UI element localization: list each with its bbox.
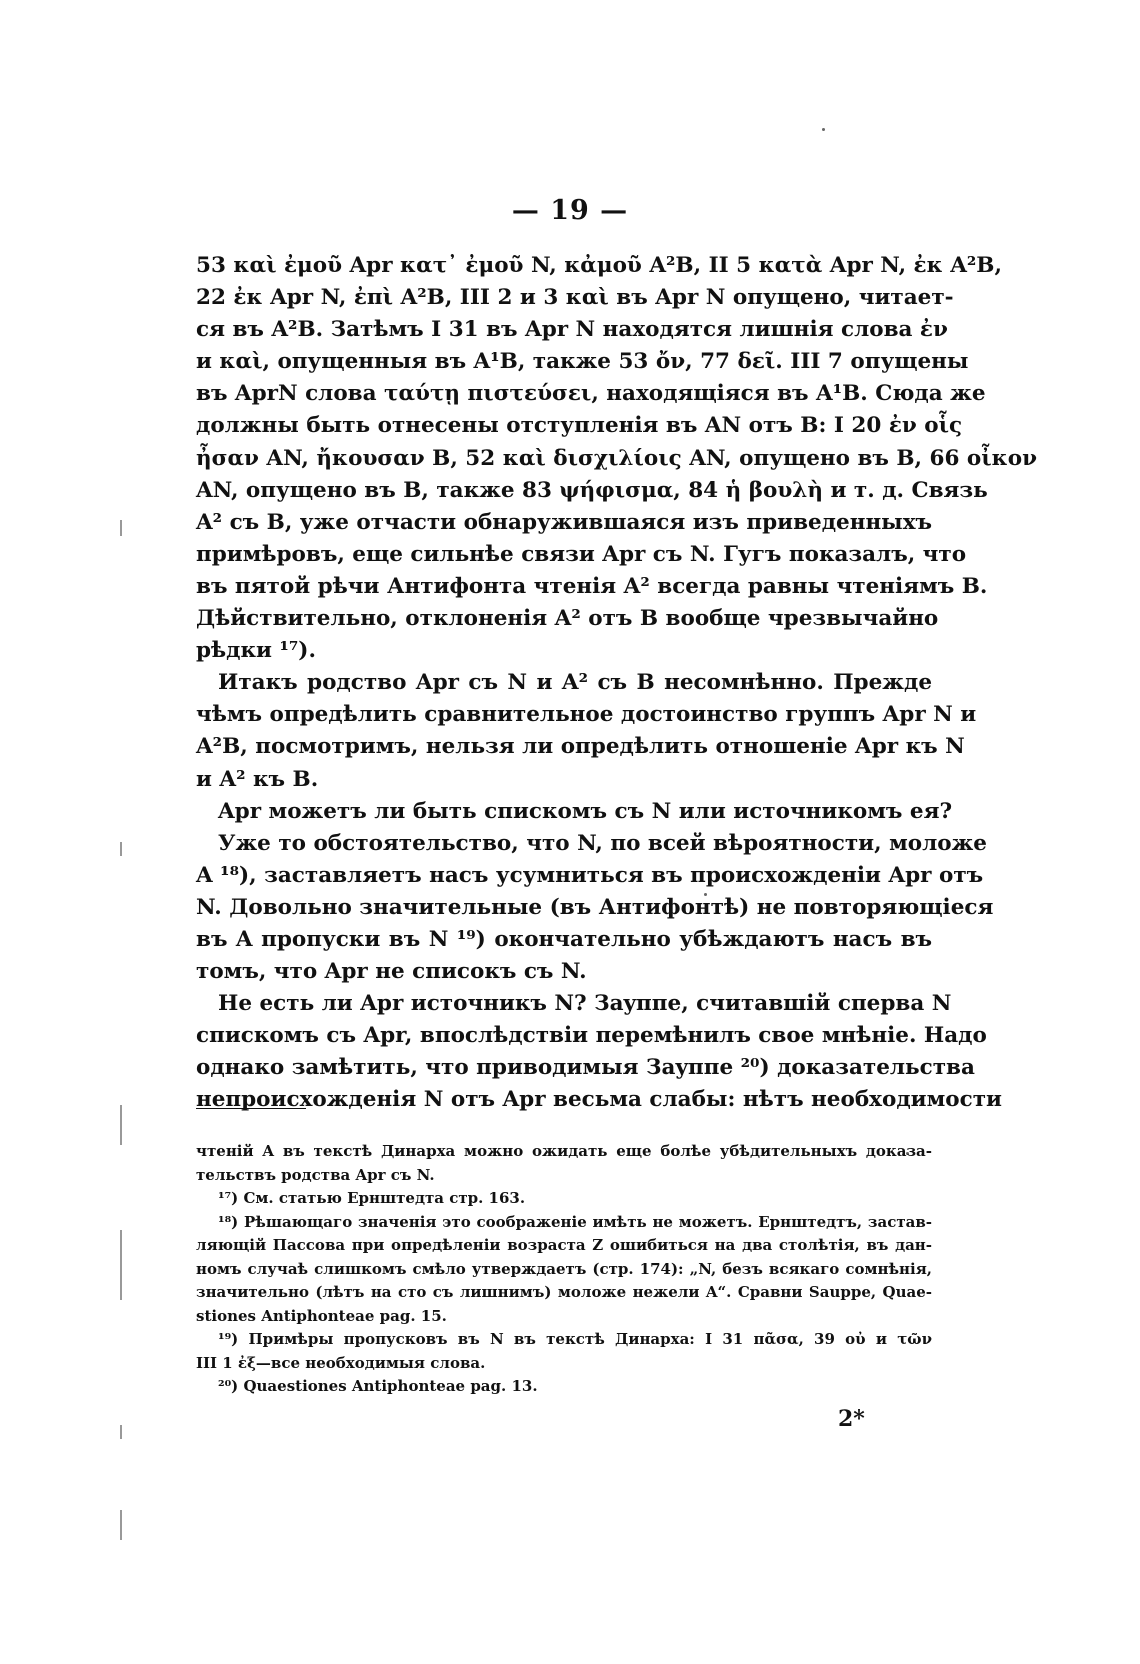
text-line: непроисхожденія N отъ Apr весьма слабы: нѣтъ необходимости (196, 1087, 1002, 1113)
margin-mark (120, 520, 122, 536)
signature-mark: 2* (838, 1406, 865, 1432)
paragraph-start-line: Не есть ли Apr источникъ N? Заyппе, считавшій сперва N (218, 991, 952, 1017)
paragraph-start-line: Apr можетъ ли быть спискомъ съ N или источникомъ ея? (218, 798, 953, 824)
footnote-20: ²⁰) Quaestiones Antiphonteae pag. 13. (218, 1377, 538, 1395)
footnote-separator (196, 1108, 306, 1109)
text-line: въ пятой рѣчи Антифонта чтенія A² всегда равны чтеніямъ B. (196, 573, 988, 599)
text-line: и A² къ B. (196, 766, 319, 792)
text-line: чѣмъ опредѣлить сравнительное достоинство группъ Apr N и (196, 702, 977, 728)
text-line: примѣровъ, еще сильнѣе связи Apr съ N. Гугъ показалъ, что (196, 541, 967, 567)
footnote-18: ¹⁸) Рѣшающаго значенія это соображеніе имѣть не можетъ. Ернштедтъ, застав- (218, 1212, 932, 1231)
footnote-line: III 1 ἐξ—все необходимыя слова. (196, 1353, 486, 1372)
margin-mark (120, 842, 122, 856)
text-line: A ¹⁸), заставляетъ насъ усумниться въ происхожденіи Apr отъ (196, 862, 984, 888)
margin-mark (120, 1105, 122, 1145)
paragraph-start-line: Уже то обстоятельство, что N, по всей вѣроятности, моложе (218, 830, 987, 856)
text-line: 22 ἐκ Apr N, ἐπὶ A²B, III 2 и 3 καὶ въ Apr N опущено, читает- (196, 285, 954, 311)
body-text (196, 250, 1038, 1117)
margin-mark (120, 1510, 122, 1540)
text-line: ся въ A²B. Затѣмъ I 31 въ Apr N находятся лишнія слова ἐν (196, 317, 948, 343)
text-line: однако замѣтить, что приводимыя Заyппе ²⁰) доказательства (196, 1055, 975, 1081)
text-line: A² съ B, уже отчасти обнаружившаяся изъ приведенныхъ (196, 509, 933, 535)
margin-mark (120, 1425, 122, 1439)
text-line: томъ, что Apr не списокъ съ N. (196, 959, 587, 985)
text-line: N. Довольно значительные (въ Антифонтѣ) не повторяющіеся (196, 894, 994, 920)
footnote-17: ¹⁷) См. статью Ернштедта стр. 163. (218, 1189, 526, 1207)
footnote-19: ¹⁹) Примѣры пропусковъ въ N въ текстѣ Динарха: I 31 πᾶσα, 39 οὐ и τῶν (218, 1330, 932, 1348)
footnote-line: значительно (лѣтъ на сто съ лишнимъ) моложе нежели A“. Сравни Sauppe, Quae- (196, 1283, 932, 1301)
footnotes (196, 1140, 932, 1399)
text-line: въ A пропуски въ N ¹⁹) окончательно убѣждаютъ насъ въ (196, 926, 932, 952)
text-line: A²B, посмотримъ, нельзя ли опредѣлить отношеніе Apr къ N (196, 734, 965, 760)
text-line: AN, опущено въ B, также 83 ψήφισμα, 84 ἡ βουλὴ и т. д. Связь (196, 477, 988, 503)
footnote-line: номъ случаѣ слишкомъ смѣло утверждаетъ (стр. 174): „N, безъ всякаго сомнѣнія, (196, 1259, 932, 1278)
text-line: 53 καὶ ἐμοῦ Apr κατ᾽ ἐμοῦ N, κἀμοῦ A²B, II 5 κατὰ Apr N, ἐκ A²B, (196, 253, 1002, 278)
footnote-line: чтеній A въ текстѣ Динарха можно ожидать еще болѣе убѣдительныхъ доказа- (196, 1142, 932, 1160)
text-line: спискомъ съ Apr, впослѣдствіи перемѣнилъ свое мнѣніе. Надо (196, 1023, 987, 1049)
text-line: ἦσαν AN, ἤκουσαν B, 52 καὶ δισχιλίοις AN, опущено въ B, 66 οἶκον (196, 445, 1038, 471)
footnote-line: ляющій Пассова при опредѣленіи возраста Z ошибиться на два столѣтія, въ дан- (196, 1236, 932, 1254)
text-line: рѣдки ¹⁷). (196, 638, 316, 664)
footnote-line: stiones Antiphonteae pag. 15. (196, 1306, 447, 1325)
footnote-line: тельствъ родства Apr съ N. (196, 1165, 435, 1184)
text-line: Дѣйствительно, отклоненія A² отъ B вообще чрезвычайно (196, 606, 939, 632)
margin-mark (120, 1230, 122, 1300)
paragraph-start-line: Итакъ родство Apr съ N и A² съ B несомнѣнно. Прежде (218, 670, 932, 696)
text-line: въ AprN слова ταύτῃ πιστεύσει, находящіяся въ A¹B. Сюда же (196, 381, 986, 407)
dust-speck (822, 128, 825, 131)
page-number: — 19 — (511, 195, 629, 226)
text-line: и καὶ, опущенныя въ A¹B, также 53 ὄν, 77 δεῖ. III 7 опущены (196, 349, 969, 375)
text-line: должны быть отнесены отступленія въ AN отъ B: I 20 ἐν οἷς (196, 413, 963, 439)
